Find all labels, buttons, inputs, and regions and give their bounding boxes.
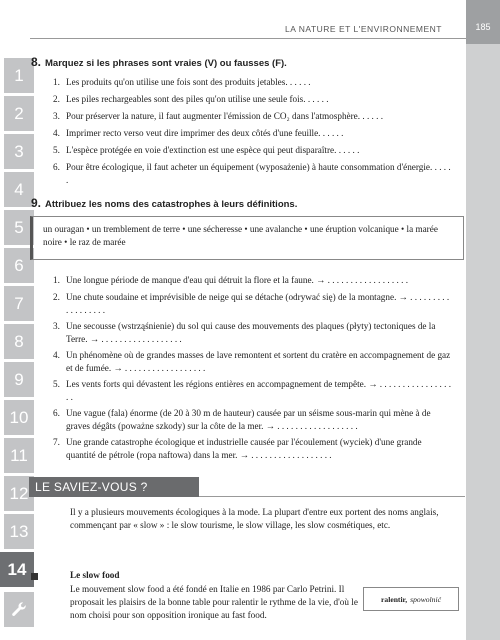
tab-chapter-14[interactable]: 14 — [0, 552, 34, 589]
exercise-9-instruction: Attribuez les noms des catastrophes à leurs définitions. — [45, 199, 298, 210]
tab-chapter-13[interactable]: 13 — [4, 514, 34, 551]
tab-chapter-10[interactable]: 10 — [4, 400, 34, 437]
slow-food-heading: Le slow food — [70, 570, 120, 580]
exercise-8-title — [31, 55, 287, 69]
tab-chapter-6[interactable]: 6 — [4, 248, 34, 285]
ex8-item-6: 6. Pour être écologique, il faut acheter un équipement (wyposażenie) à haute consommation d'énergie. . . . . . — [53, 162, 451, 185]
saviez-vous-divider — [199, 496, 465, 497]
saviez-vous-banner: LE SAVIEZ-VOUS ? — [29, 477, 199, 497]
wrench-icon — [10, 601, 28, 619]
ex8-item-1: 1. Les produits qu'on utilise une fois sont des produits jetables. . . . . . — [53, 77, 311, 87]
exercise-9-number: 9. — [31, 196, 42, 210]
ex9-item-1: 1. Une longue période de manque d'eau qui détruit la flore et la faune. → . . . . . . . . . . . . . . . . . . — [53, 275, 409, 285]
tab-chapter-3[interactable]: 3 — [4, 134, 34, 171]
tab-chapter-2[interactable]: 2 — [4, 96, 34, 133]
saviez-vous-intro: Il y a plusieurs mouvements écologiques à la mode. La plupart d'entre eux portent des noms anglais, commençant par « slow » : le slow tourisme, le slow village, les slow cosmétiques, etc. — [70, 507, 439, 530]
exercise-8-instruction: Marquez si les phrases sont vraies (V) ou fausses (F). — [45, 58, 287, 69]
ex8-item-4: 4. Imprimer recto verso veut dire imprimer des deux côtés d'une feuille. . . . . . — [53, 128, 344, 138]
exercise-8-number: 8. — [31, 55, 42, 69]
ex9-item-5: 5. Les vents forts qui dévastent les régions entières en accompagnement de tempête. → . . . . . . . . . . . . . . . . . . — [53, 379, 452, 402]
gloss-translation: spowolnić — [410, 594, 441, 604]
tab-tools[interactable] — [4, 592, 34, 629]
ex8-item-3: 3. Pour préserver la nature, il faut augmenter l'émission de CO₂ dans l'atmosphère. . . . . . — [53, 111, 384, 121]
tab-chapter-11[interactable]: 11 — [4, 438, 34, 475]
vocabulary-gloss-box — [363, 587, 459, 611]
gloss-word: ralentir, — [381, 594, 408, 604]
chapter-tabs — [466, 0, 500, 640]
ex8-item-5: 5. L'espèce protégée en voie d'extinction est une espèce qui peut disparaître. . . . . . — [53, 145, 360, 155]
ex8-item-2: 2. Les piles rechargeables sont des piles qu'on utilise une seule fois. . . . . . — [53, 94, 329, 104]
tab-chapter-12[interactable]: 12 — [4, 476, 34, 513]
page-number: 185 — [475, 22, 491, 32]
tab-chapter-5[interactable]: 5 — [4, 210, 34, 247]
header-divider — [30, 38, 466, 39]
ex9-item-3: 3. Une secousse (wstrząśnienie) du sol qui cause des mouvements des plaques (płyty) tectoniques de la Terre. → . . . . . . . . . . . . . . . . . . — [53, 321, 436, 344]
tab-chapter-1[interactable]: 1 — [4, 58, 34, 95]
word-bank-box: un ouragan • un tremblement de terre • une sécheresse • une avalanche • une éruption volcanique • la marée noire • le raz de marée — [30, 216, 464, 260]
slow-food-paragraph: Le mouvement slow food a été fondé en Italie en 1986 par Carlo Petrini. Il proposait les plaisirs de la bonne table pour ralentir le rythme de la vie, d'où le nom choisi pour son opposition ironique au fast food. — [70, 584, 358, 620]
tab-chapter-8[interactable]: 8 — [4, 324, 34, 361]
tab-chapter-7[interactable]: 7 — [4, 286, 34, 323]
square-bullet-icon — [31, 573, 38, 580]
ex9-item-6: 6. Une vague (fala) énorme (de 20 à 30 m de hauteur) causée par un séisme sous-marin qui mène à de graves dégâts (poważne szkody) sur la côte de la mer. → . . . . . . . . . . . . . . . . . . — [53, 408, 431, 431]
ex9-item-7: 7. Une grande catastrophe écologique et industrielle causée par l'écoulement (wyciek) d'une grande quantité de pétrole (ropa naftowa) dans la mer. → . . . . . . . . . . . . . . . . . . — [53, 437, 422, 460]
exercise-9-title — [31, 196, 297, 210]
tab-chapter-4[interactable]: 4 — [4, 172, 34, 209]
ex9-item-4: 4. Un phénomène où de grandes masses de lave remontent et sortent du cratère en accompagnement de gaz et de fumée. → . . . . . . . . . . . . . . . . . . — [53, 350, 451, 373]
running-header: LA NATURE ET L'ENVIRONNEMENT — [284, 24, 442, 34]
tab-chapter-9[interactable]: 9 — [4, 362, 34, 399]
ex9-item-2: 2. Une chute soudaine et imprévisible de neige qui se détache (odrywać się) de la montagne. → . . . . . . . . . . . . . . . . . . — [53, 292, 450, 315]
